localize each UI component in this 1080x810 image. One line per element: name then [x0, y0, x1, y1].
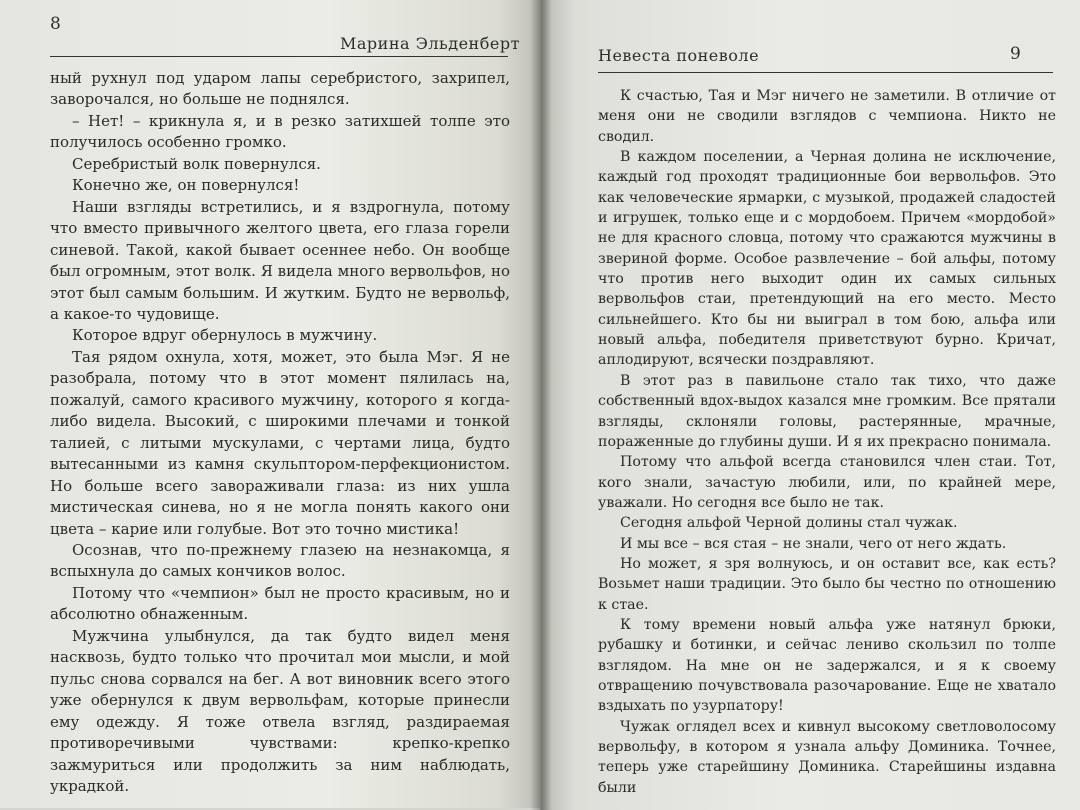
paragraph: Серебристый волк повернулся.: [72, 154, 321, 173]
paragraph: И мы все – вся стая – не знали, чего от него ждать.: [620, 535, 1007, 552]
paragraph: Конечно же, он повернулся!: [72, 176, 300, 195]
paragraph: Наши взгляды встретились, и я вздрогнула, потому что вместо привычного желтого цвета, его глаза горели синевой. Такой, какой бывает осеннее небо. Он вообще был огромным, этот волк. Я видела много вервольфов, но этот был самым большим. И жутким. Будто не вервольф, а какое-то чудовище.: [50, 197, 510, 323]
header-rule: [598, 72, 1053, 73]
paragraph: Тая рядом охнула, хотя, может, это была Мэг. Я не разобрала, потому что в этот момент пялилась на, пожалуй, самого красивого мужчину, которого я когда-либо видела. Высокий, с широкими плечами и тонкой талией, с литыми мускулами, с чертами лица, будто вытесанными из камня скульптором-перфекционистом. Но больше всего завораживали глаза: из них ушла мистическая синева, но я не могла понять какого они цвета – карие или голубые. Вот это точно мистика!: [50, 347, 510, 538]
page-text: [50, 68, 510, 797]
paragraph: Потому что «чемпион» был не просто красивым, но и абсолютно обнаженным.: [50, 583, 510, 624]
paragraph: Которое вдруг обернулось в мужчину.: [72, 326, 378, 345]
running-title: Невеста поневоле: [598, 46, 760, 65]
paragraph: Потому что альфой всегда становился член стаи. Тот, кого знали, зачастую любили, или, по крайней мере, уважали. Но сегодня все было не так.: [598, 454, 1056, 511]
header-rule: [50, 56, 508, 57]
page-number: 9: [1010, 44, 1022, 64]
paragraph: В каждом поселении, а Черная долина не исключение, каждый год проходят традиционные бои вервольфов. Это как человеческие ярмарки, с музыкой, продажей сладостей и игрушек, только еще и с мордобоем. Причем «мордобой» не для красного словца, потому что сражаются мужчины в звериной форме. Особое развлечение – бой альфы, потому что против него выходит один их самых сильных вервольфов стаи, претендующий на его место. Место сильнейшего. Кто бы ни выиграл в том бою, альфа или новый альфа, победителя приветствуют бурно. Кричат, аплодируют, всячески поздравляют.: [598, 149, 1056, 369]
paragraph: – Нет! – крикнула я, и в резко затихшей толпе это получилось особенно громко.: [50, 111, 510, 152]
paragraph: ный рухнул под ударом лапы серебристого, захрипел, заворочался, но больше не поднялся.: [50, 69, 510, 109]
right-page: [540, 0, 1080, 810]
paragraph: К счастью, Тая и Мэг ничего не заметили. В отличие от меня они не сводили взглядов с чемпиона. Никто не сводил.: [598, 88, 1056, 145]
paragraph: Осознав, что по-прежнему глазею на незнакомца, я вспыхнула до самых кончиков волос.: [50, 540, 510, 581]
page-number: 8: [50, 14, 62, 34]
paragraph: Мужчина улыбнулся, да так будто видел меня насквозь, будто только что прочитал мои мысли, и мой пульс снова сорвался на бег. А вот виновник всего этого уже обернулся к двум вервольфам, которые принесли ему одежду. Я тоже отвела взгляд, раздираемая противоречивыми чувствами: крепко-крепко зажмуриться или продолжить за ним наблюдать, украдкой.: [50, 626, 510, 795]
page-text: [598, 86, 1056, 798]
paragraph: В этот раз в павильоне стало так тихо, что даже собственный вдох-выдох казался мне громким. Все прятали взгляды, склоняли головы, растерянные, мрачные, пораженные до глубины души. И я их прекрасно понимала.: [598, 372, 1056, 450]
paragraph: Но может, я зря волнуюсь, и он оставит все, как есть? Возьмет наши традиции. Это было бы честно по отношению к стае.: [598, 555, 1056, 613]
running-title: Марина Эльденберт: [340, 34, 520, 53]
paragraph: К тому времени новый альфа уже натянул брюки, рубашку и ботинки, и сейчас лениво скользил по толпе взглядом. На мне он не задержался, и я к своему отвращению почувствовала разочарование. Еще не хватало вздыхать по узурпатору!: [598, 616, 1056, 715]
book-gutter: [530, 0, 552, 810]
paragraph: Сегодня альфой Черной долины стал чужак.: [620, 515, 958, 532]
paragraph: Чужак оглядел всех и кивнул высокому светловолосому вервольфу, в котором я узнала альфу Доминика. Точнее, теперь уже старейшину Доминика. Старейшины издавна были: [598, 718, 1056, 796]
